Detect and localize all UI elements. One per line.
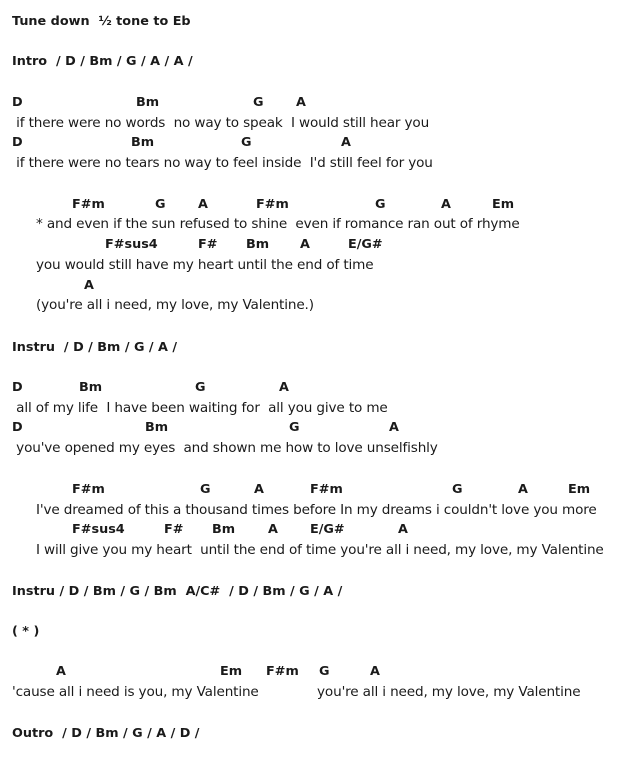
chord-label: G [241,135,252,150]
chord-label: A [398,522,408,537]
chord-label: F#sus4 [72,522,125,537]
chord-label: A [389,420,399,435]
chord-label: Em [492,197,515,212]
chord-label: A [370,664,380,679]
lyric-line: all of my life I have been waiting for all you give to me [12,400,388,416]
instrumental-progression-2: Instru / D / Bm / G / Bm A/C# / D / Bm / G / A / [12,584,343,599]
lyric-line: you've opened my eyes and shown me how to love unselfishly [12,440,438,456]
chord-label: F#m [266,664,299,679]
tuning-note: Tune down ½ tone to Eb [12,14,191,29]
chord-label: G [253,95,264,110]
chord-label: Bm [131,135,155,150]
chord-label: E/G# [310,522,345,537]
chord-label: G [195,380,206,395]
lyric-line: if there were no words no way to speak I would still hear you [12,115,430,131]
chord-label: G [452,482,463,497]
chord-label: A [198,197,208,212]
chord-label: A [341,135,351,150]
chord-label: F#m [72,197,105,212]
chord-label: A [441,197,451,212]
lyric-line: 'cause all i need is you, my Valentine you're all i need, my love, my Valentine [12,684,581,700]
chord-label: A [268,522,278,537]
chord-label: A [84,278,94,293]
chord-label: Bm [145,420,169,435]
chord-label: Bm [136,95,160,110]
chord-label: F# [198,237,218,252]
chord-label: A [56,664,66,679]
instrumental-progression: Instru / D / Bm / G / A / [12,340,178,355]
lyric-line: (you're all i need, my love, my Valentine.) [36,297,314,313]
chord-label: F#m [310,482,343,497]
chord-label: D [12,380,23,395]
lyric-line: I've dreamed of this a thousand times before In my dreams i couldn't love you more [36,502,597,518]
lyric-line: if there were no tears no way to feel inside I'd still feel for you [12,155,433,171]
chord-label: G [375,197,386,212]
chord-label: Em [568,482,591,497]
chord-label: A [300,237,310,252]
chord-label: F#sus4 [105,237,158,252]
intro-progression: Intro / D / Bm / G / A / A / [12,54,193,69]
chord-label: F#m [72,482,105,497]
chord-label: A [254,482,264,497]
repeat-chorus-marker: ( * ) [12,624,40,639]
chord-label: G [200,482,211,497]
lyric-line: you would still have my heart until the end of time [36,257,374,273]
chord-label: A [279,380,289,395]
chord-label: D [12,95,23,110]
chord-label: Bm [79,380,103,395]
chord-label: G [289,420,300,435]
chord-label: D [12,420,23,435]
outro-progression: Outro / D / Bm / G / A / D / [12,726,200,741]
chord-label: D [12,135,23,150]
chord-label: G [319,664,330,679]
lyric-line: * and even if the sun refused to shine even if romance ran out of rhyme [36,216,520,232]
chord-label: Bm [246,237,270,252]
chord-label: E/G# [348,237,383,252]
lyric-line: I will give you my heart until the end of time you're all i need, my love, my Valentine [36,542,604,558]
chord-label: F# [164,522,184,537]
chord-label: G [155,197,166,212]
chord-label: A [518,482,528,497]
chord-label: F#m [256,197,289,212]
chord-label: Bm [212,522,236,537]
chord-label: A [296,95,306,110]
chord-label: Em [220,664,243,679]
